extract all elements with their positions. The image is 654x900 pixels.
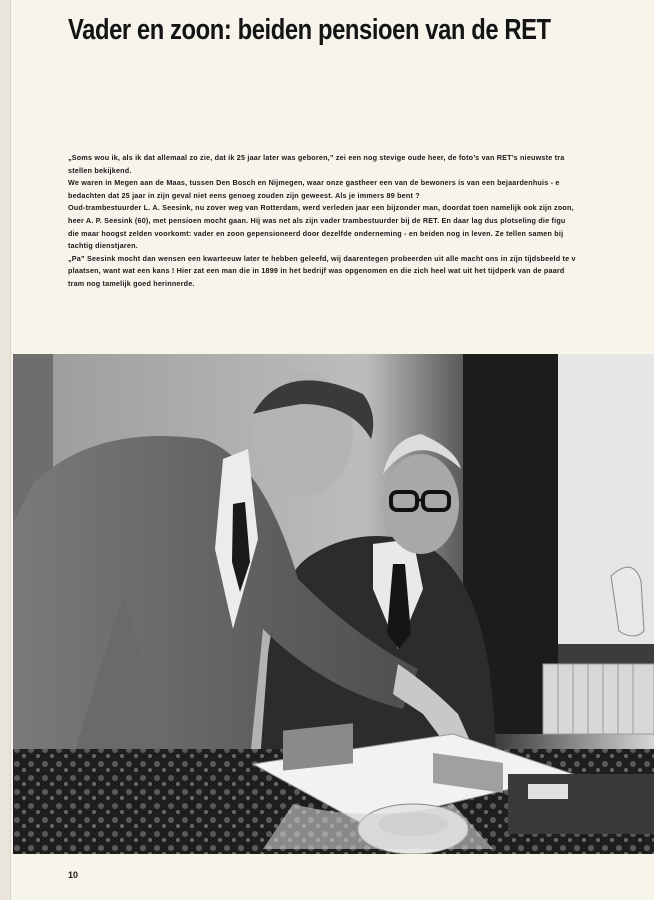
paragraph-line: We waren in Megen aan de Maas, tussen Den Bosch en Nijmegen, waar onze gastheer een van de bewoners is van een bejaardenhuis - e xyxy=(68,178,560,188)
page-edge xyxy=(0,0,10,900)
paragraph-line: Oud-trambestuurder L. A. Seesink, nu zover weg van Rotterdam, werd verleden jaar een bijzonder man, doordat toen namelijk ook zijn zoon, xyxy=(68,203,574,213)
paragraph-line: heer A. P. Seesink (60), met pensioen mocht gaan. Hij was net als zijn vader trambestuurder bij de RET. En daar lag dus plotseling die figu xyxy=(68,215,566,225)
article-body xyxy=(68,152,654,327)
paragraph-line: „Pa” Seesink mocht dan wensen een kwarteeuw later te hebben geleefd, wij daarentegen probeerden uit alle macht ons in zijn tijdsbeeld te v xyxy=(68,253,576,263)
paragraph-line: die maar hoogst zelden voorkomt: vader en zoon gepensioneerd door dezelfde onderneming - en beiden nog in leven. Ze tellen samen bij xyxy=(68,228,564,238)
paragraph-line: tachtig dienstjaren. xyxy=(68,241,138,251)
paragraph-line: bedachten dat 25 jaar in zijn geval niet eens genoeg zouden zijn geweest. Als je immers 89 bent ? xyxy=(68,190,420,200)
article-title: Vader en zoon: beiden pensioen van de RET xyxy=(68,14,551,46)
paragraph-line: plaatsen, want wat een kans ! Hier zat een man die in 1899 in het bedrijf was opgenomen en die zich heel wat uit het tijdperk van de paard xyxy=(68,266,565,276)
paragraph-line: stellen bekijkend. xyxy=(68,165,132,175)
article-photo xyxy=(13,354,654,854)
paragraph-line: „Soms wou ik, als ik dat allemaal zo zie, dat ik 25 jaar later was geboren,” zei een nog stevige oude heer, de foto’s van RET’s nieuwste tra xyxy=(68,153,565,162)
paragraph-line: tram nog tamelijk goed herinnerde. xyxy=(68,278,195,288)
page-number: 10 xyxy=(68,870,79,880)
photo-illustration xyxy=(13,354,654,854)
